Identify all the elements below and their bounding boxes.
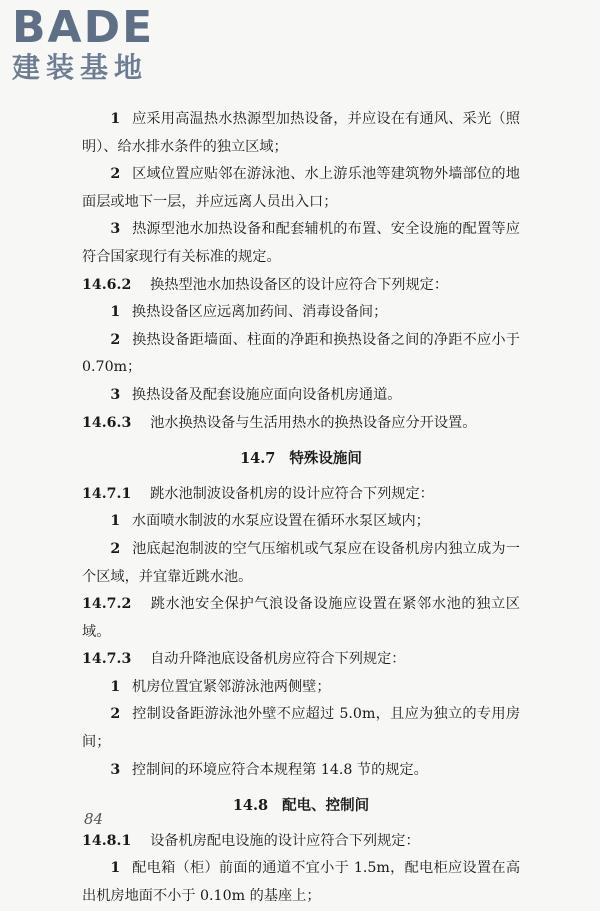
page-number: 84 [84,810,104,828]
paragraph-text: 控制间的环境应符合本规程第 14.8 节的规定。 [131,761,428,778]
clause-number: 14.8.1 [82,832,132,849]
paragraph-text: 换热设备区应远离加药间、消毒设备间； [131,304,388,321]
item-number: 1 [110,111,121,127]
list-item [82,701,520,756]
item-number: 2 [110,166,121,183]
clause [82,646,520,674]
item-number: 2 [110,540,121,557]
logo-wordmark: BADE [12,2,155,53]
section-title: 配电、控制间 [282,797,370,815]
item-number: 1 [110,678,121,695]
list-item [82,106,520,161]
paragraph-text: 水面喷水制波的水泵应设置在循环水泵区域内； [131,513,430,530]
section-heading [82,445,520,473]
paragraph-text: 应采用高温热水热源型加热设备，并应设在有通风、采光（照明）、给水排水条件的独立区域； [82,111,520,155]
item-number: 3 [110,761,121,778]
list-item [82,536,520,591]
paragraph-text: 热源型池水加热设备和配套辅机的布置、安全设施的配置等应符合国家现行有关标准的规定。 [82,221,520,265]
paragraph-text: 换热设备距墙面、柱面的净距和换热设备之间的净距不应小于 0.70m； [82,331,520,376]
bade-logo [12,2,182,84]
paragraph-text: 机房位置宜紧邻游泳池两侧壁； [131,678,331,695]
paragraph-text: 自动升降池底设备机房应符合下列规定： [150,651,406,668]
item-number: 3 [110,386,121,403]
clause-number: 14.6.3 [82,414,132,431]
section-number: 14.7 [240,450,276,468]
list-item [82,327,520,382]
paragraph-text: 区域位置应贴邻在游泳池、水上游乐池等建筑物外墙部位的地面层或地下一层，并应远离人员出入口； [82,166,520,210]
list-item [82,299,520,327]
paragraph-text: 池底起泡制波的空气压缩机或气泵应在设备机房内独立成为一个区域，并宜靠近跳水池。 [82,540,520,585]
document-body [82,106,520,911]
section-number: 14.8 [232,797,269,815]
paragraph-text: 跳水池安全保护气浪设备设施应设置在紧邻水池的独立区域。 [82,596,520,640]
paragraph-text: 控制设备距游泳池外壁不应超过 5.0m，且应为独立的专用房间； [82,706,521,751]
item-number: 2 [110,706,121,723]
list-item [82,382,520,410]
section-title: 特殊设施间 [289,450,362,468]
clause [82,481,520,509]
paragraph-text: 换热设备及配套设施应面向设备机房通道。 [131,386,402,403]
list-item [82,161,520,216]
paragraph-text: 池水换热设备与生活用热水的换热设备应分开设置。 [150,414,477,431]
item-number: 1 [110,304,121,321]
paragraph-text: 换热型池水加热设备区的设计应符合下列规定： [150,276,449,293]
list-item [82,855,520,910]
item-number: 2 [110,331,121,348]
item-number: 3 [110,221,121,238]
clause [82,591,520,646]
clause [82,410,520,438]
paragraph-text: 跳水池制波设备机房的设计应符合下列规定： [150,485,434,502]
item-number: 1 [110,513,121,530]
logo-chinese-text: 建装基地 [12,51,149,84]
list-item [82,508,520,536]
clause-number: 14.6.2 [82,276,132,293]
clause [82,272,520,300]
paragraph-text: 设备机房配电设施的设计应符合下列规定： [150,832,420,849]
paragraph-text: 配电箱（柜）前面的通道不宜小于 1.5m，配电柜应设置在高出机房地面不小于 0.10m 的基座上； [82,860,521,905]
clause-number: 14.7.2 [82,596,132,613]
list-item [82,674,520,702]
clause-number: 14.7.1 [82,485,132,502]
item-number: 1 [110,860,121,877]
list-item [82,216,520,271]
list-item [82,757,520,785]
section-heading [82,792,520,820]
clause [82,828,520,856]
clause-number: 14.7.3 [82,651,132,668]
